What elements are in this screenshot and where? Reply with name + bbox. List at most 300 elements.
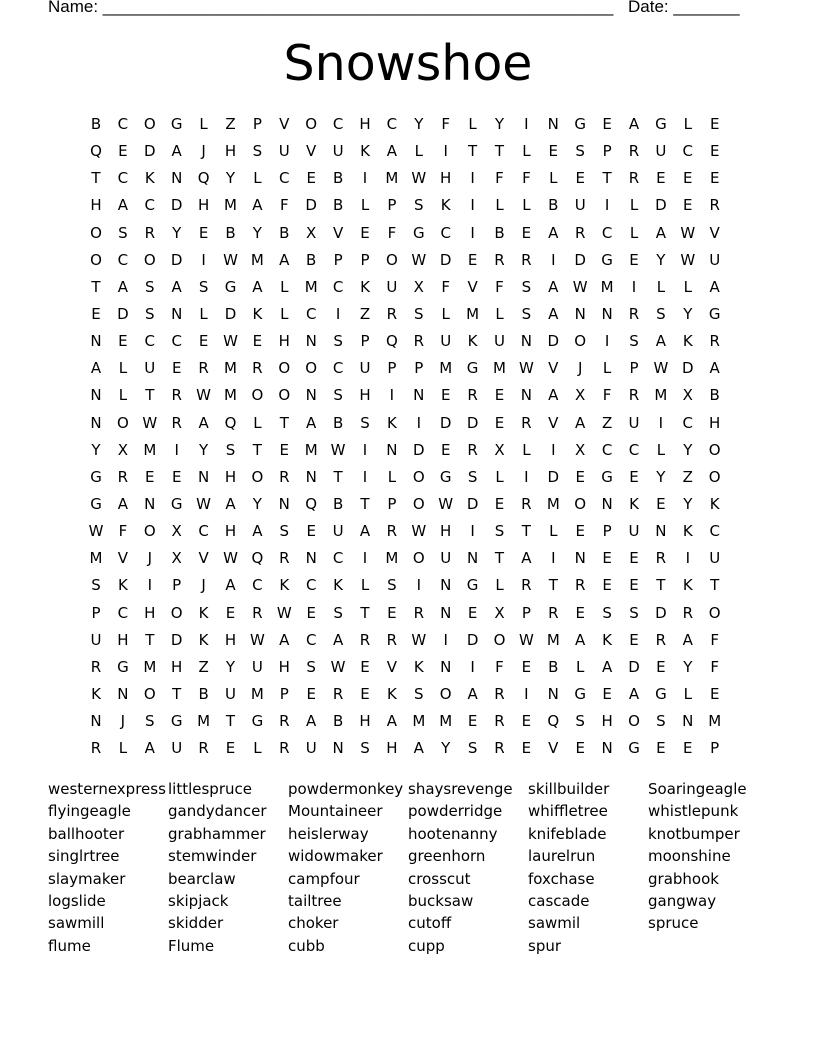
grid-letter: L: [495, 196, 504, 215]
grid-letter: F: [495, 277, 504, 296]
grid-letter: E: [656, 739, 666, 758]
grid-letter: E: [118, 332, 128, 351]
grid-letter: L: [522, 440, 531, 459]
grid-letter: C: [144, 332, 156, 351]
grid-letter: S: [252, 142, 263, 161]
grid-letter: Y: [494, 115, 505, 133]
grid-letter: G: [439, 467, 452, 486]
grid-letter: O: [305, 359, 318, 378]
grid-letter: O: [170, 603, 183, 622]
grid-letter: R: [494, 684, 505, 703]
grid-letter: I: [362, 169, 368, 188]
grid-letter: E: [656, 169, 666, 188]
grid-letter: R: [413, 603, 425, 622]
grid-letter: O: [708, 467, 721, 486]
grid-letter: E: [575, 603, 585, 622]
grid-letter: I: [362, 467, 368, 486]
grid-letter: Y: [656, 250, 666, 269]
grid-letter: N: [171, 304, 183, 323]
grid-letter: I: [685, 549, 691, 568]
grid-letter: U: [144, 359, 156, 378]
grid-letter: E: [575, 169, 585, 188]
grid-letter: D: [305, 196, 317, 215]
word-item: whiffletree: [528, 802, 608, 821]
grid-letter: S: [414, 196, 424, 215]
grid-letter: N: [305, 332, 317, 351]
grid-letter: W: [411, 250, 427, 269]
grid-letter: I: [147, 576, 153, 595]
grid-letter: N: [682, 712, 694, 731]
grid-letter: S: [333, 603, 343, 622]
grid-letter: R: [171, 413, 182, 432]
grid-letter: A: [628, 115, 640, 133]
grid-letter: E: [683, 169, 693, 188]
grid-letter: A: [144, 739, 155, 758]
grid-letter: E: [709, 684, 720, 703]
word-column: [648, 778, 768, 935]
grid-letter: J: [147, 549, 153, 568]
grid-letter: D: [224, 304, 237, 323]
grid-letter: M: [412, 712, 426, 731]
grid-letter: G: [628, 739, 640, 758]
grid-letter: P: [710, 739, 720, 758]
grid-letter: O: [708, 603, 721, 622]
grid-letter: E: [521, 657, 532, 676]
grid-letter: A: [252, 277, 263, 296]
grid-letter: L: [522, 142, 531, 161]
grid-letter: L: [522, 196, 531, 215]
word-item: cubb: [288, 936, 325, 955]
grid-letter: H: [386, 739, 398, 758]
grid-letter: D: [439, 250, 452, 269]
grid-letter: D: [170, 630, 183, 649]
word-item: bucksaw: [408, 891, 474, 910]
grid-letter: G: [574, 115, 586, 133]
grid-letter: D: [547, 467, 560, 486]
grid-letter: R: [574, 576, 586, 595]
grid-letter: E: [171, 359, 182, 378]
grid-letter: F: [602, 386, 612, 405]
grid-letter: R: [467, 440, 478, 459]
grid-letter: L: [199, 304, 208, 323]
grid-letter: R: [279, 549, 290, 568]
grid-letter: X: [494, 440, 505, 459]
grid-letter: M: [224, 196, 237, 215]
grid-letter: U: [359, 359, 371, 378]
grid-letter: I: [524, 467, 529, 486]
grid-letter: F: [387, 223, 397, 242]
grid-letter: U: [655, 142, 667, 161]
grid-letter: R: [90, 739, 102, 758]
grid-letter: X: [413, 277, 424, 296]
word-item: foxchase: [528, 869, 595, 888]
grid-letter: B: [306, 250, 317, 269]
grid-letter: T: [172, 684, 182, 703]
grid-letter: V: [386, 657, 398, 676]
grid-letter: Y: [656, 467, 666, 486]
grid-letter: T: [521, 522, 531, 541]
word-item: whistlepunk: [648, 802, 739, 821]
grid-letter: D: [547, 332, 560, 351]
grid-letter: B: [332, 494, 344, 513]
grid-letter: R: [171, 386, 182, 405]
grid-letter: I: [524, 115, 529, 133]
grid-letter: S: [306, 657, 316, 676]
grid-letter: D: [439, 413, 452, 432]
grid-letter: Y: [91, 440, 101, 459]
grid-letter: J: [201, 576, 206, 595]
grid-letter: E: [279, 440, 290, 459]
grid-letter: I: [416, 413, 422, 432]
grid-letter: E: [440, 386, 451, 405]
grid-letter: L: [280, 304, 289, 323]
grid-letter: Y: [683, 657, 693, 676]
grid-letter: A: [709, 359, 720, 378]
grid-letter: E: [709, 169, 720, 188]
grid-letter: K: [709, 494, 720, 513]
grid-letter: E: [521, 739, 532, 758]
word-column: [168, 778, 288, 957]
grid-letter: R: [467, 386, 478, 405]
grid-letter: H: [224, 522, 237, 541]
grid-letter: K: [333, 576, 344, 595]
grid-letter: B: [494, 223, 505, 242]
grid-letter: S: [360, 413, 370, 432]
grid-letter: K: [117, 576, 128, 595]
grid-letter: L: [549, 169, 558, 188]
grid-letter: T: [360, 603, 370, 622]
grid-letter: F: [522, 169, 531, 188]
grid-letter: W: [196, 494, 212, 513]
grid-letter: G: [90, 494, 102, 513]
grid-letter: E: [494, 494, 505, 513]
grid-letter: P: [387, 359, 397, 378]
grid-letter: S: [387, 576, 397, 595]
grid-letter: R: [494, 739, 505, 758]
grid-letter: H: [278, 657, 290, 676]
grid-letter: R: [521, 576, 532, 595]
grid-letter: S: [575, 142, 585, 161]
grid-letter: H: [601, 712, 613, 731]
grid-letter: N: [520, 332, 532, 351]
grid-letter: Y: [252, 223, 262, 242]
grid-letter: N: [547, 115, 559, 133]
grid-letter: K: [682, 332, 693, 351]
grid-letter: R: [252, 359, 263, 378]
grid-letter: N: [440, 603, 452, 622]
grid-letter: H: [440, 522, 452, 541]
grid-letter: R: [709, 332, 720, 351]
grid-letter: L: [387, 467, 397, 486]
grid-letter: T: [494, 142, 505, 161]
word-item: gandydancer: [168, 802, 267, 821]
grid-letter: D: [144, 142, 156, 161]
grid-letter: D: [413, 440, 425, 459]
word-item: spur: [528, 936, 562, 955]
grid-letter: L: [280, 277, 289, 296]
grid-letter: F: [118, 522, 128, 541]
grid-letter: I: [631, 277, 637, 296]
grid-letter: K: [360, 142, 370, 161]
grid-letter: C: [171, 332, 182, 351]
grid-letter: D: [655, 196, 667, 215]
grid-letter: G: [708, 304, 721, 323]
grid-letter: W: [572, 277, 588, 296]
grid-letter: L: [253, 413, 262, 432]
grid-letter: N: [332, 739, 344, 758]
grid-letter: C: [332, 277, 344, 296]
grid-letter: N: [90, 413, 102, 432]
word-item: moonshine: [648, 847, 731, 866]
word-item: slaymaker: [48, 869, 126, 888]
grid-letter: O: [90, 250, 102, 269]
grid-letter: I: [389, 386, 395, 405]
word-column: [288, 778, 408, 957]
word-item: flyingeagle: [48, 802, 131, 821]
grid-letter: M: [546, 630, 560, 649]
grid-letter: T: [602, 169, 612, 188]
grid-letter: U: [628, 413, 640, 432]
grid-letter: I: [551, 440, 556, 459]
grid-letter: E: [548, 142, 559, 161]
grid-letter: S: [91, 576, 101, 595]
grid-letter: W: [330, 657, 346, 676]
grid-letter: A: [575, 413, 586, 432]
grid-letter: N: [440, 576, 452, 595]
grid-letter: Z: [225, 115, 236, 133]
grid-letter: H: [197, 196, 210, 215]
grid-letter: U: [440, 549, 452, 568]
grid-letter: I: [443, 630, 448, 649]
grid-letter: G: [170, 494, 183, 513]
grid-letter: X: [117, 440, 129, 459]
word-item: laurelrun: [528, 847, 596, 866]
grid-letter: E: [306, 684, 316, 703]
grid-letter: X: [575, 440, 586, 459]
grid-letter: R: [279, 739, 290, 758]
grid-letter: H: [224, 630, 237, 649]
grid-letter: A: [117, 196, 129, 215]
grid-letter: K: [386, 684, 397, 703]
grid-letter: S: [145, 712, 155, 731]
grid-letter: T: [656, 576, 666, 595]
grid-letter: E: [629, 576, 639, 595]
grid-letter: I: [470, 522, 475, 541]
grid-letter: R: [494, 712, 505, 731]
grid-letter: G: [251, 712, 264, 731]
grid-letter: Y: [441, 739, 451, 758]
word-item: grabhammer: [168, 824, 266, 843]
grid-letter: B: [332, 712, 344, 731]
word-item: powderridge: [408, 802, 503, 821]
grid-letter: L: [441, 304, 450, 323]
grid-letter: B: [279, 223, 290, 242]
grid-letter: S: [198, 277, 209, 296]
grid-letter: L: [253, 169, 262, 188]
grid-letter: P: [602, 142, 612, 161]
grid-letter: A: [359, 522, 371, 541]
word-item: skillbuilder: [528, 780, 610, 798]
grid-letter: R: [332, 684, 344, 703]
grid-letter: R: [144, 223, 156, 242]
grid-letter: T: [91, 277, 101, 296]
grid-letter: V: [548, 359, 559, 378]
grid-letter: U: [574, 196, 586, 215]
word-item: cascade: [528, 891, 590, 910]
grid-letter: D: [117, 304, 129, 323]
grid-letter: E: [494, 413, 505, 432]
grid-letter: D: [466, 630, 479, 649]
grid-letter: N: [305, 467, 317, 486]
grid-letter: W: [223, 332, 238, 351]
grid-letter: N: [466, 549, 479, 568]
grid-letter: C: [682, 413, 694, 432]
grid-letter: D: [466, 413, 479, 432]
word-item: powdermonkey: [288, 780, 404, 798]
grid-letter: G: [224, 277, 237, 296]
word-item: ballhooter: [48, 824, 125, 843]
grid-letter: C: [601, 440, 613, 459]
grid-letter: T: [279, 413, 289, 432]
grid-letter: W: [330, 440, 346, 459]
grid-letter: E: [171, 467, 182, 486]
grid-letter: M: [250, 250, 264, 269]
grid-letter: N: [305, 386, 317, 405]
grid-letter: A: [467, 684, 478, 703]
grid-letter: A: [548, 304, 559, 323]
grid-letter: Q: [90, 142, 102, 161]
grid-letter: K: [198, 630, 209, 649]
grid-letter: E: [575, 467, 585, 486]
grid-letter: P: [387, 196, 397, 215]
grid-letter: A: [413, 739, 424, 758]
grid-letter: A: [306, 413, 317, 432]
grid-letter: S: [118, 223, 128, 242]
grid-letter: M: [439, 712, 453, 731]
grid-letter: V: [117, 549, 129, 568]
grid-letter: S: [414, 684, 424, 703]
grid-letter: Y: [414, 115, 424, 133]
grid-letter: L: [683, 684, 692, 703]
grid-letter: A: [682, 630, 693, 649]
grid-letter: G: [466, 359, 479, 378]
grid-letter: S: [145, 304, 155, 323]
word-item: crosscut: [408, 869, 471, 888]
grid-letter: C: [117, 115, 129, 133]
grid-letter: T: [494, 549, 505, 568]
grid-letter: T: [225, 712, 236, 731]
grid-letter: R: [386, 522, 398, 541]
grid-letter: F: [441, 115, 450, 133]
page-title: Snowshoe: [283, 35, 533, 92]
grid-letter: D: [628, 657, 640, 676]
grid-letter: X: [575, 386, 586, 405]
grid-letter: A: [90, 359, 102, 378]
grid-letter: S: [225, 440, 236, 459]
grid-letter: C: [709, 522, 720, 541]
grid-letter: N: [386, 440, 398, 459]
grid-letter: K: [602, 630, 613, 649]
grid-letter: E: [521, 223, 532, 242]
grid-letter: N: [90, 386, 102, 405]
word-item: cupp: [408, 936, 445, 955]
header: [48, 0, 748, 21]
grid-letter: A: [575, 630, 586, 649]
grid-letter: S: [333, 332, 343, 351]
grid-letter: L: [602, 359, 612, 378]
grid-letter: K: [198, 603, 209, 622]
grid-letter: E: [629, 250, 639, 269]
grid-letter: O: [251, 467, 264, 486]
grid-letter: C: [628, 440, 640, 459]
grid-letter: M: [600, 277, 614, 296]
word-column: [48, 778, 168, 957]
grid-letter: P: [414, 359, 424, 378]
grid-letter: G: [170, 712, 183, 731]
grid-letter: Y: [172, 223, 182, 242]
grid-letter: T: [548, 576, 558, 595]
grid-letter: E: [225, 603, 236, 622]
word-item: greenhorn: [408, 847, 486, 866]
grid-letter: S: [656, 712, 666, 731]
grid-letter: U: [171, 739, 183, 758]
word-item: gangway: [648, 891, 717, 910]
grid-letter: Q: [197, 169, 210, 188]
grid-letter: J: [201, 142, 206, 161]
grid-letter: U: [332, 522, 344, 541]
grid-letter: A: [655, 223, 667, 242]
grid-letter: G: [412, 223, 425, 242]
grid-letter: G: [117, 657, 129, 676]
grid-letter: Y: [199, 440, 209, 459]
grid-letter: Q: [547, 712, 560, 731]
grid-letter: R: [117, 467, 129, 486]
grid-letter: O: [412, 467, 425, 486]
grid-letter: O: [708, 440, 721, 459]
grid-letter: P: [279, 684, 289, 703]
grid-letter: M: [89, 549, 103, 568]
grid-letter: L: [549, 522, 558, 541]
word-item: singlrtree: [48, 847, 120, 866]
grid-letter: I: [201, 250, 206, 269]
grid-letter: M: [197, 712, 211, 731]
grid-letter: Q: [385, 332, 398, 351]
grid-letter: A: [252, 196, 263, 215]
grid-letter: W: [223, 250, 238, 269]
grid-letter: H: [359, 712, 371, 731]
grid-letter: E: [198, 223, 209, 242]
grid-letter: K: [386, 413, 397, 432]
grid-letter: K: [629, 494, 639, 513]
grid-letter: W: [653, 359, 669, 378]
grid-letter: O: [251, 386, 264, 405]
grid-letter: M: [708, 712, 722, 731]
grid-letter: O: [278, 386, 291, 405]
grid-letter: V: [548, 739, 559, 758]
grid-letter: L: [495, 304, 504, 323]
word-item: campfour: [288, 869, 360, 888]
grid-letter: K: [360, 277, 370, 296]
grid-letter: N: [601, 739, 613, 758]
grid-letter: E: [198, 332, 209, 351]
grid-letter: E: [575, 739, 585, 758]
grid-letter: Q: [224, 413, 237, 432]
grid-letter: S: [360, 739, 370, 758]
grid-letter: L: [360, 196, 370, 215]
grid-letter: K: [682, 522, 693, 541]
grid-letter: G: [574, 684, 586, 703]
grid-letter: V: [198, 549, 209, 568]
